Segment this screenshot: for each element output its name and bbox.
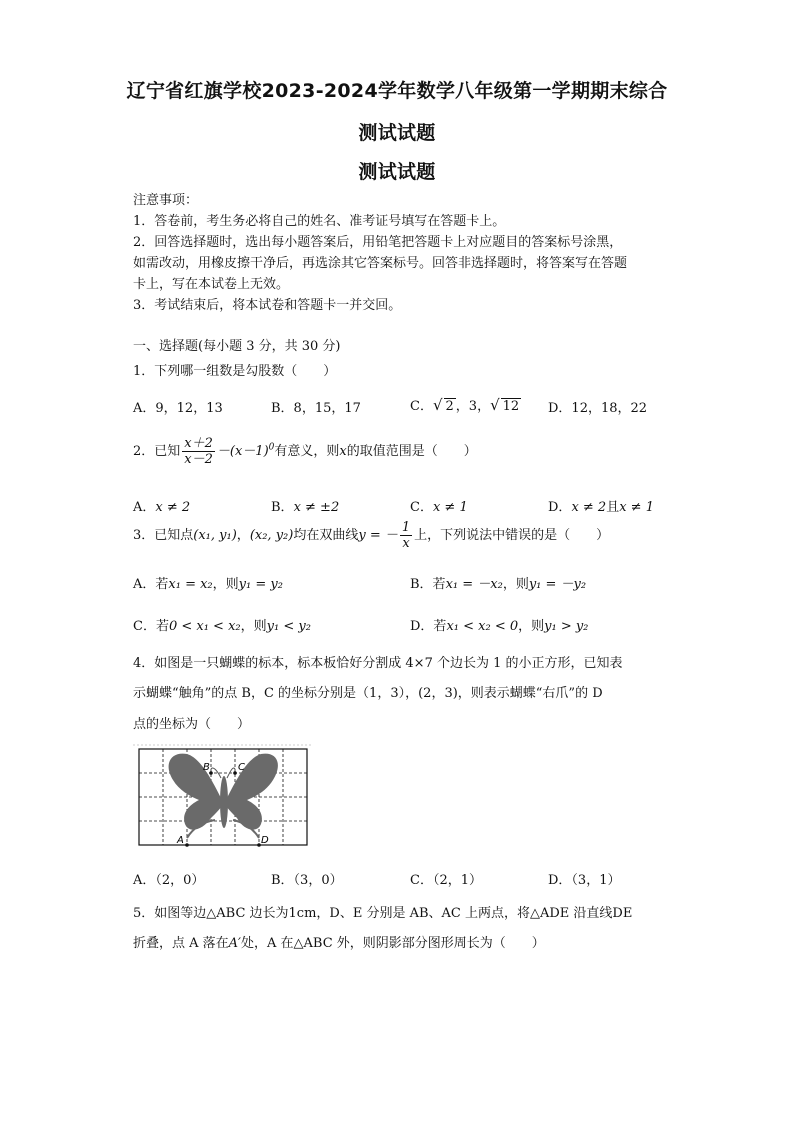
q4-option-b: B．（3，0） [271, 873, 343, 888]
point-c-label: C [238, 762, 245, 773]
question-4-line: 示蝴蝶“触角”的点 B，C 的坐标分别是（1，3），(2，3)，则表示蝴蝶“右爪”的 D [133, 686, 603, 701]
section-heading: 一、选择题(每小题 3 分，共 30 分) [133, 339, 341, 354]
q3-option-b: B．若x₁ = －x₂，则y₁ = －y₂ [410, 577, 587, 592]
exam-title: 辽宁省红旗学校2023-2024学年数学八年级第一学期期末综合 [126, 80, 668, 102]
q1-option-b: B．8，15，17 [271, 401, 361, 416]
q1-option-a: A．9，12，13 [133, 401, 223, 416]
q3-option-d: D．若x₁ < x₂ < 0，则y₁ > y₂ [410, 619, 589, 634]
q4-option-d: D．（3，1） [548, 873, 621, 888]
point-d-label: D [261, 835, 269, 846]
question-3-stem: 3．已知点(x₁, y₁)，(x₂, y₂)均在双曲线y = － $\frac{1}{x}$ 上，下列说法中错误的是（ ） [133, 520, 610, 551]
question-4-line: 4．如图是一只蝴蝶的标本，标本板恰好分割成 4×7 个边长为 1 的小正方形，已知表 [133, 656, 623, 671]
question-4-line: 点的坐标为（ ） [133, 717, 251, 732]
fraction: $\frac{x+2}{x-2}$ [184, 436, 213, 467]
q2-option-d: D．x ≠ 2且x ≠ 1 [548, 500, 654, 515]
butterfly-grid-figure [133, 742, 313, 850]
exam-subtitle-repeat: 测试试题 [358, 161, 436, 183]
question-5-line: 折叠，点 A 落在A′处，A 在△ABC 外，则阴影部分图形周长为（ ） [133, 936, 545, 951]
sqrt-radicand: 12 [502, 399, 520, 414]
notice-item: 如需改动，用橡皮擦干净后，再选涂其它答案标号。回答非选择题时，将答案写在答题 [133, 256, 628, 271]
q2-option-c: C．x ≠ 1 [410, 500, 468, 515]
q1-option-d: D．12，18，22 [548, 401, 648, 416]
q4-option-a: A．（2，0） [133, 873, 205, 888]
q2-option-a: A．x ≠ 2 [133, 500, 191, 515]
q1-option-c: C．√ 2 ，3，√ 12 [410, 396, 520, 414]
exam-subtitle: 测试试题 [358, 122, 436, 144]
question-2-stem: 2．已知 $\frac{x+2}{x-2}$ $-(x-1)^0$有意义，则x的取值范围是（ ） [133, 436, 477, 467]
question-1-stem: 1．下列哪一组数是勾股数（ ） [133, 364, 337, 379]
fraction: $\frac{1}{x}$ [401, 520, 411, 551]
notice-item: 3．考试结束后，将本试卷和答题卡一并交回。 [133, 298, 402, 313]
notice-item: 1．答卷前，考生务必将自己的姓名、准考证号填写在答题卡上。 [133, 214, 506, 229]
notice-item: 卡上，写在本试卷上无效。 [133, 277, 290, 292]
sqrt-radicand: 2 [445, 399, 454, 414]
question-5-line: 5．如图等边△ABC 边长为1cm，D、E 分别是 AB、AC 上两点，将△ADE 沿直线DE [133, 906, 633, 921]
q2-option-b: B．x ≠ ±2 [271, 500, 340, 515]
q3-option-a: A．若x₁ = x₂，则y₁ = y₂ [133, 577, 283, 592]
point-b-label: B [203, 762, 210, 773]
notice-heading: 注意事项： [133, 193, 199, 208]
q3-option-c: C．若0 < x₁ < x₂，则y₁ < y₂ [133, 619, 311, 634]
q4-option-c: C．（2，1） [410, 873, 482, 888]
point-a-label: A [177, 835, 184, 846]
butterfly-shape [169, 754, 278, 838]
notice-item: 2．回答选择题时，选出每小题答案后，用铅笔把答题卡上对应题目的答案标号涂黑， [133, 235, 623, 250]
